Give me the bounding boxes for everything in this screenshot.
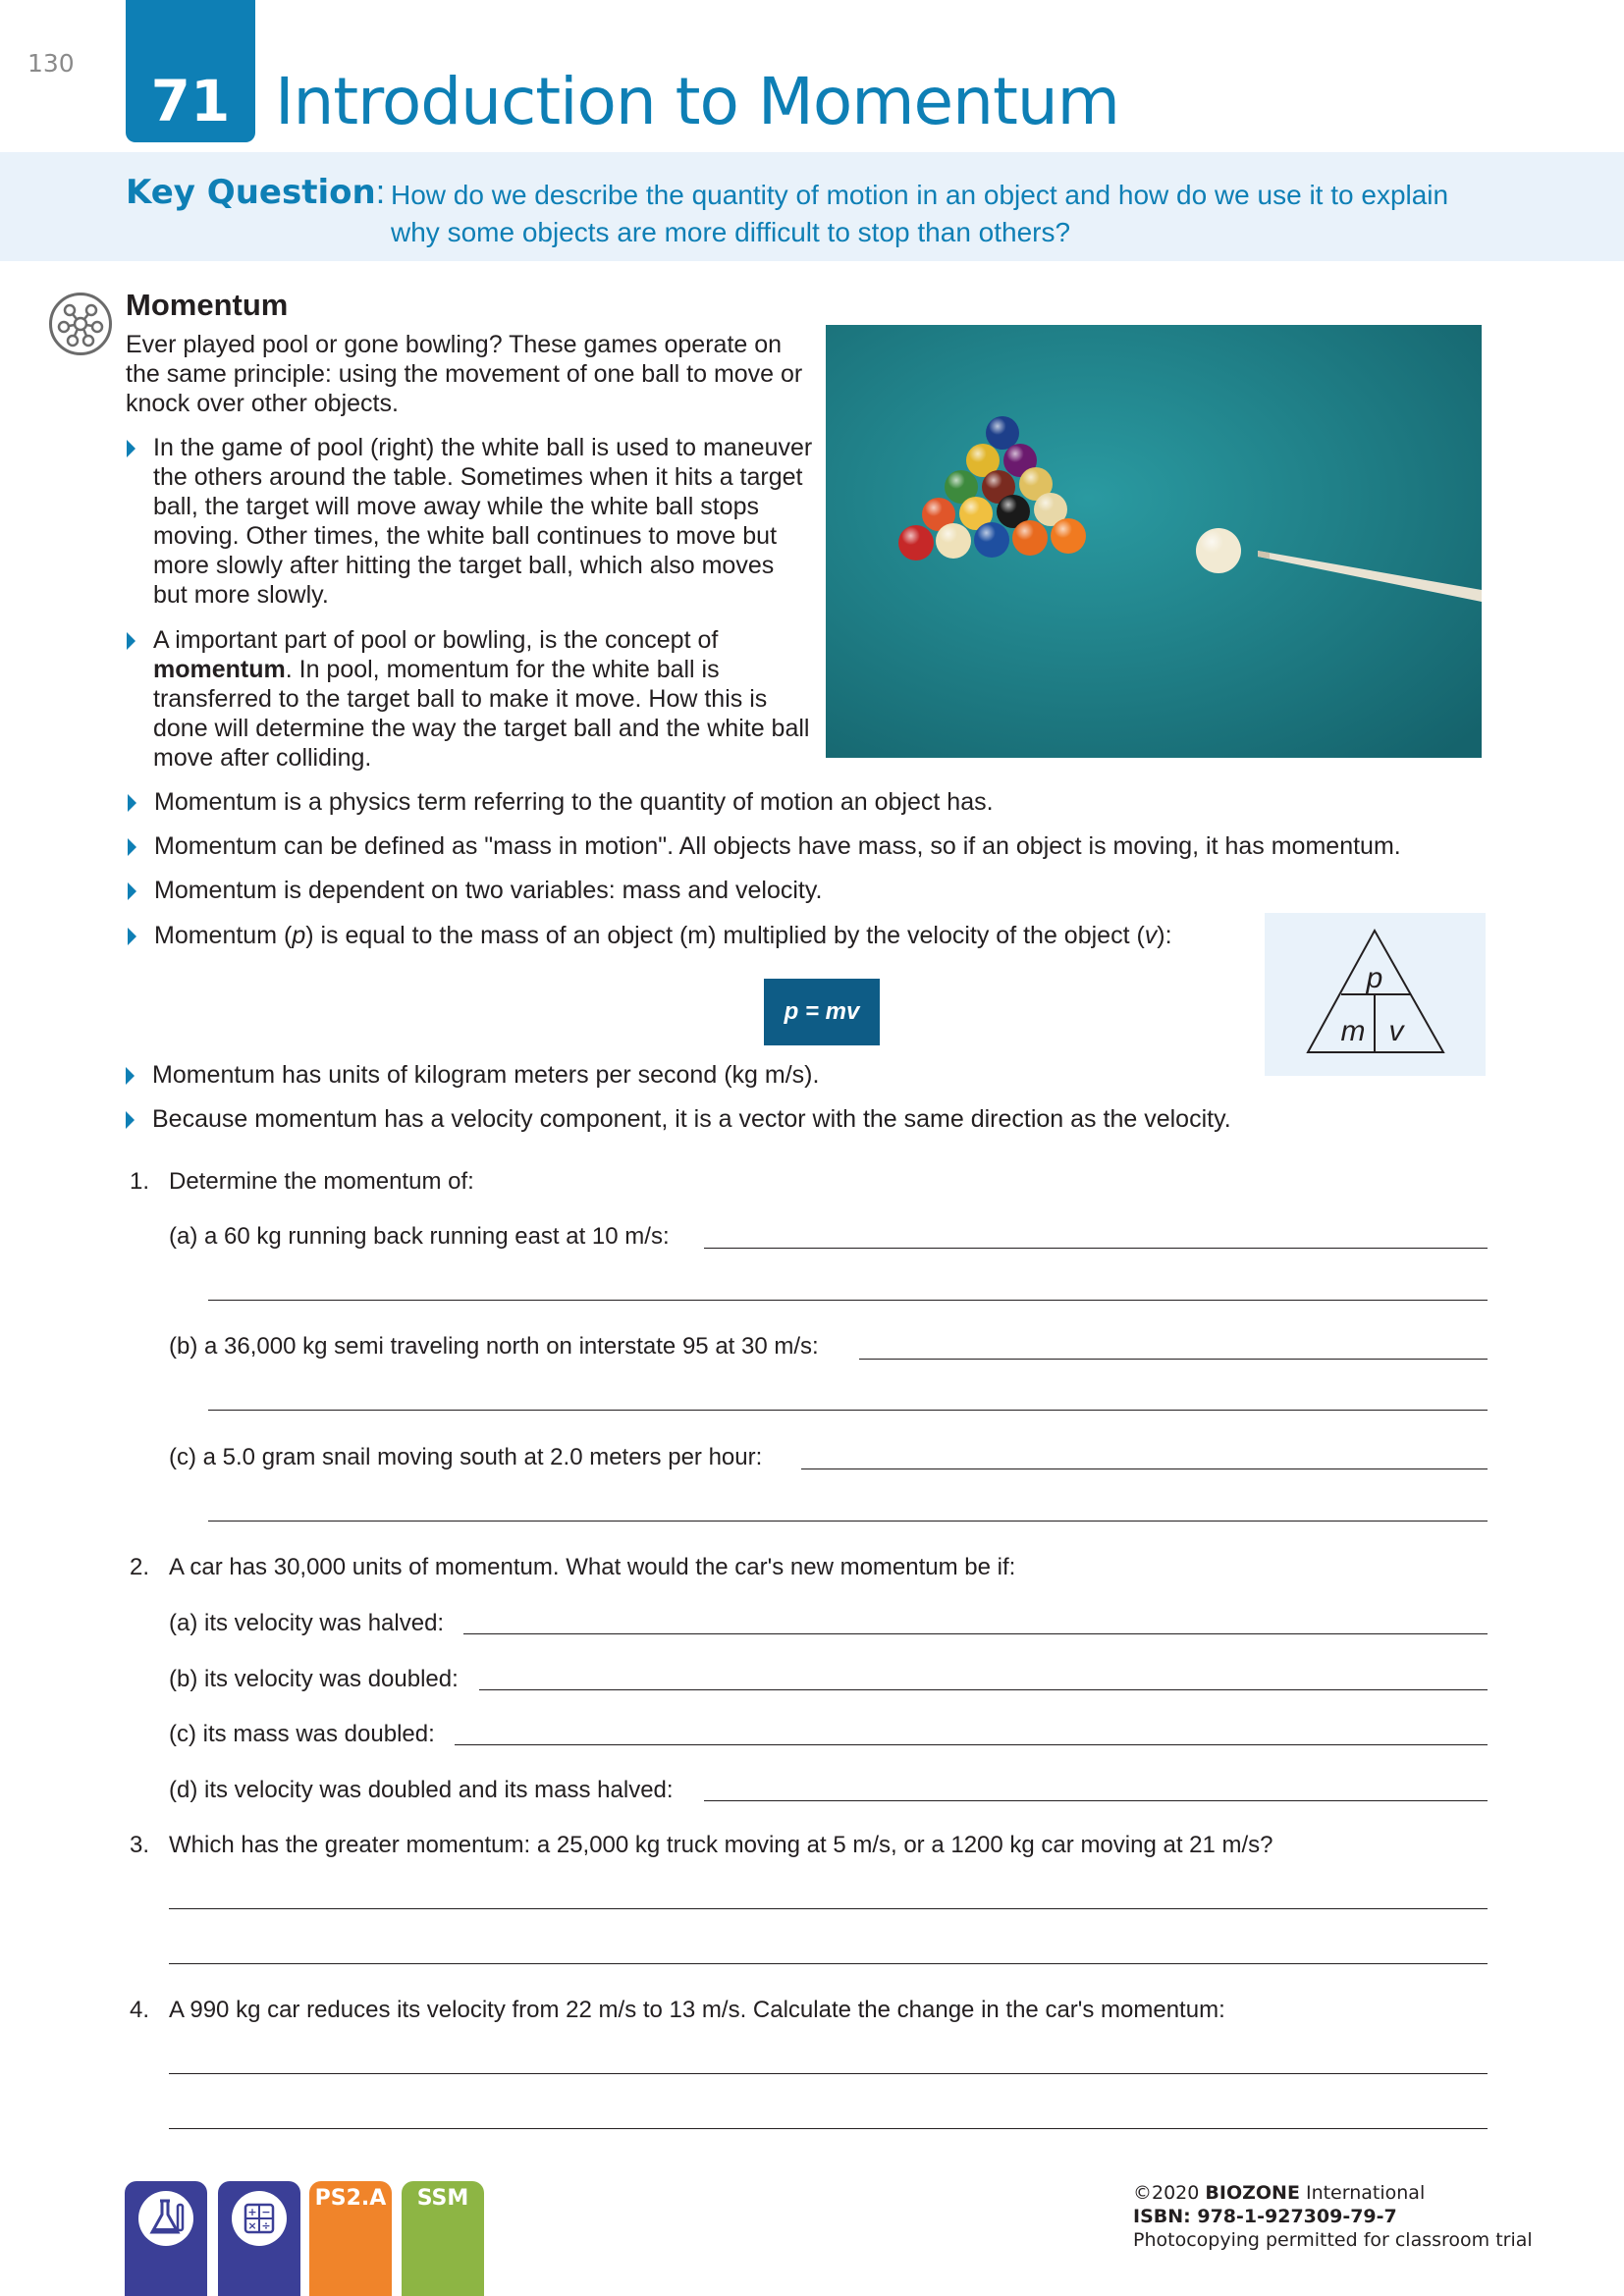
question-part: (d) its velocity was doubled and its mass halved:	[169, 1777, 674, 1803]
section-heading: Momentum	[126, 288, 289, 322]
question-part: (a) a 60 kg running back running east at 10 m/s:	[169, 1223, 670, 1250]
answer-line[interactable]	[208, 1300, 1488, 1301]
question-text: Determine the momentum of:	[169, 1168, 474, 1195]
answer-line[interactable]	[169, 1963, 1488, 1964]
chapter-tab	[126, 0, 255, 142]
permission-note: Photocopying permitted for classroom trial	[1133, 2229, 1533, 2251]
calculator-icon	[218, 2181, 300, 2269]
standard-badge-ssm: SSM	[402, 2181, 484, 2296]
flask-icon	[125, 2181, 207, 2269]
question-part: (c) a 5.0 gram snail moving south at 2.0 meters per hour:	[169, 1444, 763, 1470]
bullet-arrow-icon	[128, 794, 136, 812]
svg-text:+: +	[247, 2206, 257, 2218]
formula-triangle	[1265, 913, 1486, 1076]
svg-text:÷: ÷	[261, 2219, 271, 2232]
network-icon	[49, 293, 112, 355]
answer-line[interactable]	[801, 1468, 1488, 1469]
question-part: (c) its mass was doubled:	[169, 1721, 435, 1747]
list-item: Momentum is a physics term referring to the quantity of motion an object has.	[128, 787, 1502, 817]
answer-line[interactable]	[169, 1908, 1488, 1909]
list-item: Momentum is dependent on two variables: mass and velocity.	[128, 876, 1502, 905]
flask-badge	[125, 2181, 207, 2296]
svg-text:×: ×	[247, 2219, 257, 2232]
list-item: A important part of pool or bowling, is the concept of momentum. In pool, momentum for the white ball is transferred to the target ball to make it move. How this is done will determine the way the target ball and the white ball move after colliding.	[127, 625, 814, 773]
question-part: (b) its velocity was doubled:	[169, 1666, 459, 1692]
question-text: Which has the greater momentum: a 25,000 kg truck moving at 5 m/s, or a 1200 kg car moving at 21 m/s?	[169, 1832, 1273, 1858]
key-question-text: How do we describe the quantity of motion in an object and how do we use it to explain why some objects are more difficult to stop than others?	[391, 180, 1449, 247]
triangle-p: p	[1366, 962, 1383, 994]
bullet-arrow-icon	[128, 838, 136, 856]
answer-line[interactable]	[859, 1359, 1488, 1360]
pool-table-photo	[826, 325, 1482, 758]
copyright-block	[1133, 2181, 1533, 2252]
key-question-label: Key Question:	[126, 173, 386, 212]
answer-line[interactable]	[704, 1248, 1488, 1249]
bullet-arrow-icon	[127, 440, 135, 457]
answer-line[interactable]	[463, 1633, 1488, 1634]
list-item: Because momentum has a velocity component, it is a vector with the same direction as the velocity.	[126, 1104, 1500, 1134]
list-item: Momentum can be defined as "mass in motion". All objects have mass, so if an object is moving, it has momentum.	[128, 831, 1522, 861]
bullet-arrow-icon	[128, 928, 136, 945]
triangle-m: m	[1340, 1015, 1366, 1047]
triangle-v: v	[1388, 1015, 1404, 1047]
list-item: In the game of pool (right) the white ball is used to maneuver the others around the table. Sometimes when it hits a target ball, the target will move away while the white ball stops moving. Other times, the white ball continues to move but more slowly after hitting the target ball, which also moves but more slowly.	[127, 433, 814, 610]
answer-line[interactable]	[479, 1689, 1488, 1690]
question-number: 1.	[130, 1168, 150, 1195]
question-part: (a) its velocity was halved:	[169, 1610, 445, 1636]
question-text: A car has 30,000 units of momentum. What would the car's new momentum be if:	[169, 1554, 1016, 1580]
answer-line[interactable]	[455, 1744, 1488, 1745]
answer-line[interactable]	[704, 1800, 1488, 1801]
list-item: Momentum (p) is equal to the mass of an object (m) multiplied by the velocity of the object (v):	[128, 921, 1257, 950]
chapter-number: 71	[150, 68, 231, 134]
question-number: 3.	[130, 1832, 150, 1858]
page-number: 130	[27, 49, 75, 78]
question-number: 4.	[130, 1997, 150, 2023]
intro-paragraph: Ever played pool or gone bowling? These games operate on the same principle: using the movement of one ball to move or knock over other objects.	[126, 331, 803, 417]
standard-badge-ps2a: PS2.A	[309, 2181, 392, 2296]
momentum-formula: p = mv	[764, 979, 880, 1045]
bullet-arrow-icon	[126, 1111, 135, 1129]
bullet-arrow-icon	[128, 882, 136, 900]
bullet-arrow-icon	[126, 1067, 135, 1085]
answer-line[interactable]	[208, 1521, 1488, 1522]
list-item: Momentum has units of kilogram meters per second (kg m/s).	[126, 1060, 1304, 1090]
copyright-line: ©2020 BIOZONE International	[1133, 2182, 1426, 2204]
calculator-badge	[218, 2181, 300, 2296]
page-title: Introduction to Momentum	[275, 64, 1119, 139]
isbn: ISBN: 978-1-927309-79-7	[1133, 2206, 1397, 2227]
answer-line[interactable]	[169, 2073, 1488, 2074]
question-text: A 990 kg car reduces its velocity from 22 m/s to 13 m/s. Calculate the change in the car's momentum:	[169, 1997, 1225, 2023]
bullet-arrow-icon	[127, 632, 135, 650]
question-number: 2.	[130, 1554, 150, 1580]
answer-line[interactable]	[208, 1410, 1488, 1411]
question-part: (b) a 36,000 kg semi traveling north on interstate 95 at 30 m/s:	[169, 1333, 819, 1360]
answer-line[interactable]	[169, 2128, 1488, 2129]
svg-text:−: −	[261, 2206, 271, 2218]
